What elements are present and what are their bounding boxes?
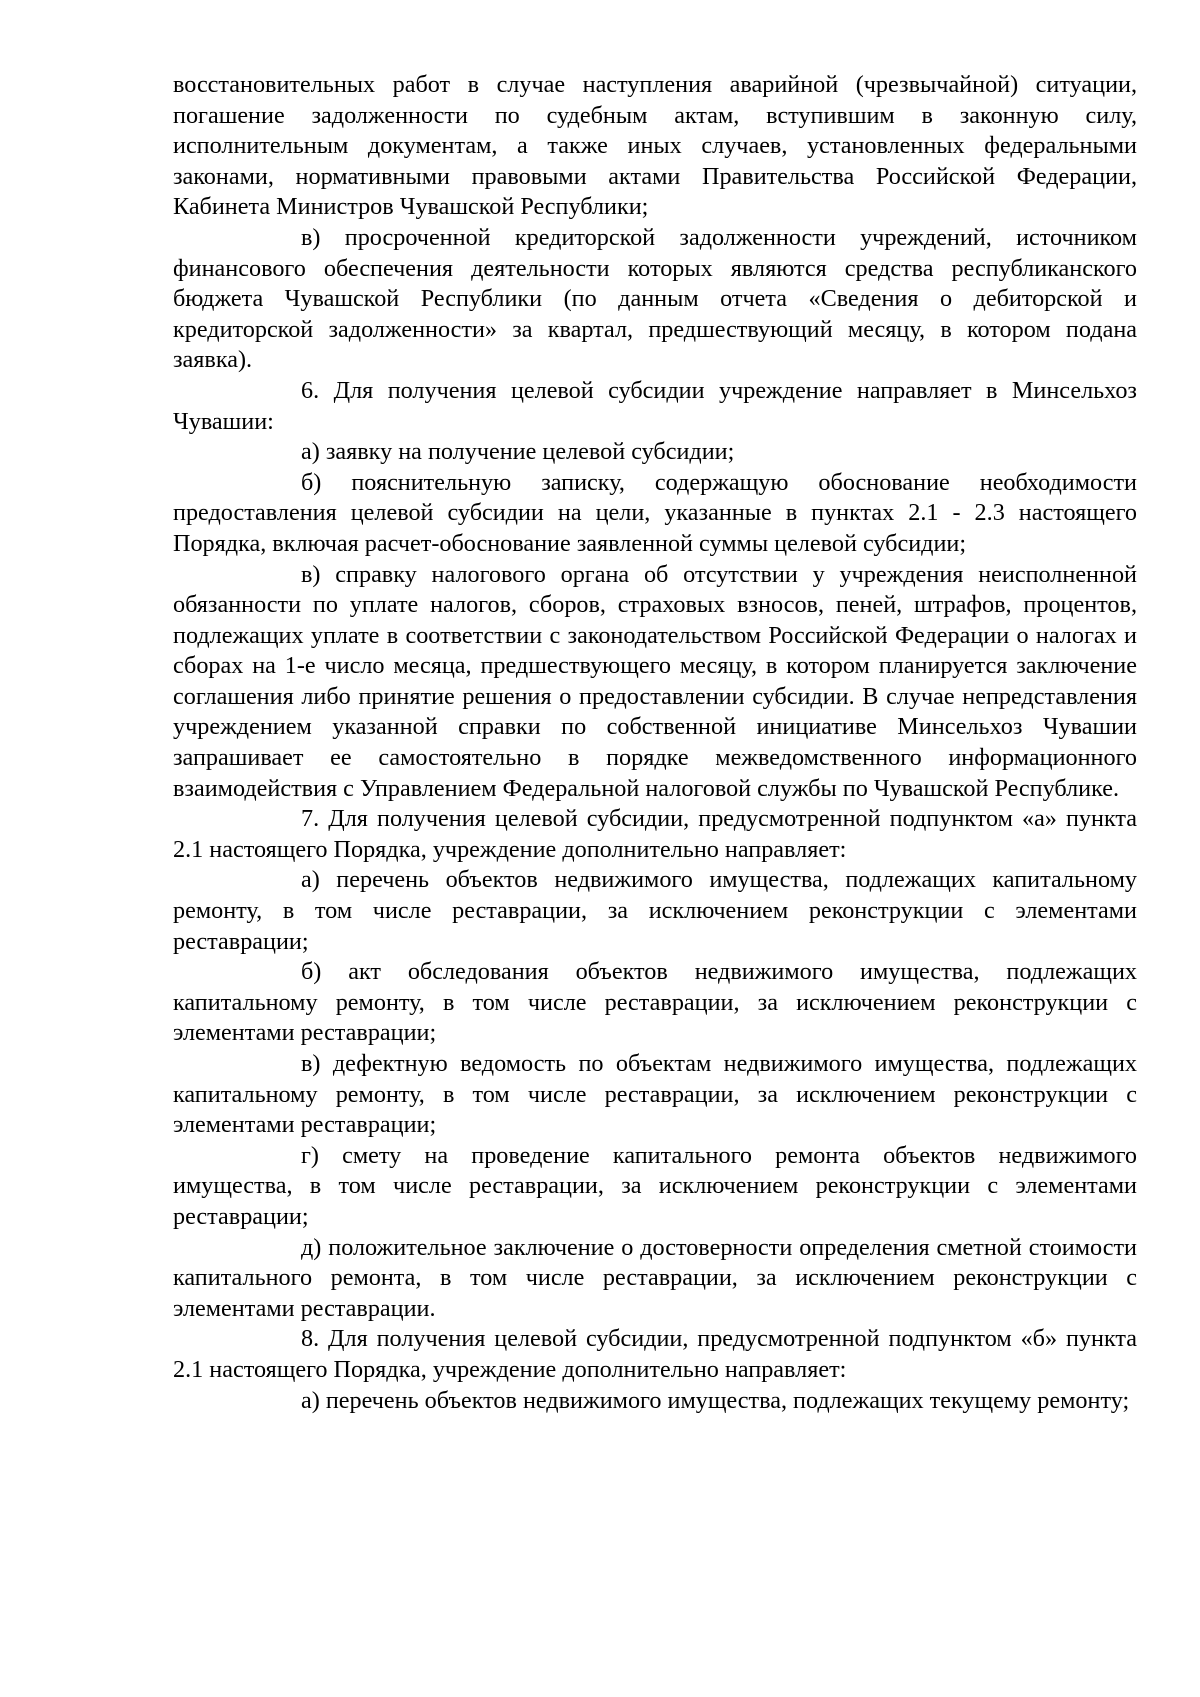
paragraph-8: 8. Для получения целевой субсидии, предусмотренной подпунктом «б» пункта 2.1 настоящего Порядка, учреждение дополнительно направляет: (173, 1325, 1137, 1383)
document-body (173, 70, 1137, 1416)
paragraph-8-item-a: а) перечень объектов недвижимого имущества, подлежащих текущему ремонту; (301, 1386, 1130, 1414)
paragraph-7: 7. Для получения целевой субсидии, предусмотренной подпунктом «а» пункта 2.1 настоящего Порядка, учреждение дополнительно направляет: (173, 805, 1137, 863)
paragraph-6-item-a: а) заявку на получение целевой субсидии; (301, 438, 735, 466)
paragraph-7-item-g: г) смету на проведение капитального ремонта объектов недвижимого имущества, в том числе реставрации, за исключением реконструкции с элементами реставрации; (173, 1141, 1137, 1230)
paragraph-continuation: восстановительных работ в случае наступления аварийной (чрезвычайной) ситуации, погашение задолженности по судебным актам, вступившим в законную силу, исполнительным документам, а также иных случаев, установленных федеральными законами, нормативными правовыми актами Правительства Российской Федерации, Кабинета Министров Чувашской Республики; (173, 71, 1137, 221)
paragraph-6-item-v: в) справку налогового органа об отсутствии у учреждения неисполненной обязанности по уплате налогов, сборов, страховых взносов, пеней, штрафов, процентов, подлежащих уплате в соответствии с законодательством Российской Федерации о налогах и сборах на 1-е число месяца, предшествующего месяцу, в котором планируется заключение соглашения либо принятие решения о предоставлении субсидии. В случае непредставления учреждением указанной справки по собственной инициативе Минсельхоз Чувашии запрашивает ее самостоятельно в порядке межведомственного информационного взаимодействия с Управлением Федеральной налоговой службы по Чувашской Республике. (173, 560, 1137, 802)
paragraph-7-item-b: б) акт обследования объектов недвижимого имущества, подлежащих капитальному ремонту, в том числе реставрации, за исключением реконструкции с элементами реставрации; (173, 958, 1137, 1047)
paragraph-7-item-a: а) перечень объектов недвижимого имущества, подлежащих капитальному ремонту, в том числе реставрации, за исключением реконструкции с элементами реставрации; (173, 866, 1137, 955)
paragraph-6-item-b: б) пояснительную записку, содержащую обоснование необходимости предоставления целевой субсидии на цели, указанные в пунктах 2.1 - 2.3 настоящего Порядка, включая расчет-обоснование заявленной суммы целевой субсидии; (173, 468, 1137, 557)
paragraph-7-item-d: д) положительное заключение о достоверности определения сметной стоимости капитального ремонта, в том числе реставрации, за исключением реконструкции с элементами реставрации. (173, 1233, 1137, 1322)
paragraph-item-v-overdue-debt: в) просроченной кредиторской задолженности учреждений, источником финансового обеспечения деятельности которых являются средства республиканского бюджета Чувашской Республики (по данным отчета «Сведения о дебиторской и кредиторской задолженности» за квартал, предшествующий месяцу, в котором подана заявка). (173, 223, 1137, 374)
paragraph-6: 6. Для получения целевой субсидии учреждение направляет в Минсельхоз Чувашии: (173, 376, 1137, 435)
paragraph-7-item-v: в) дефектную ведомость по объектам недвижимого имущества, подлежащих капитальному ремонту, в том числе реставрации, за исключением реконструкции с элементами реставрации; (173, 1050, 1137, 1139)
